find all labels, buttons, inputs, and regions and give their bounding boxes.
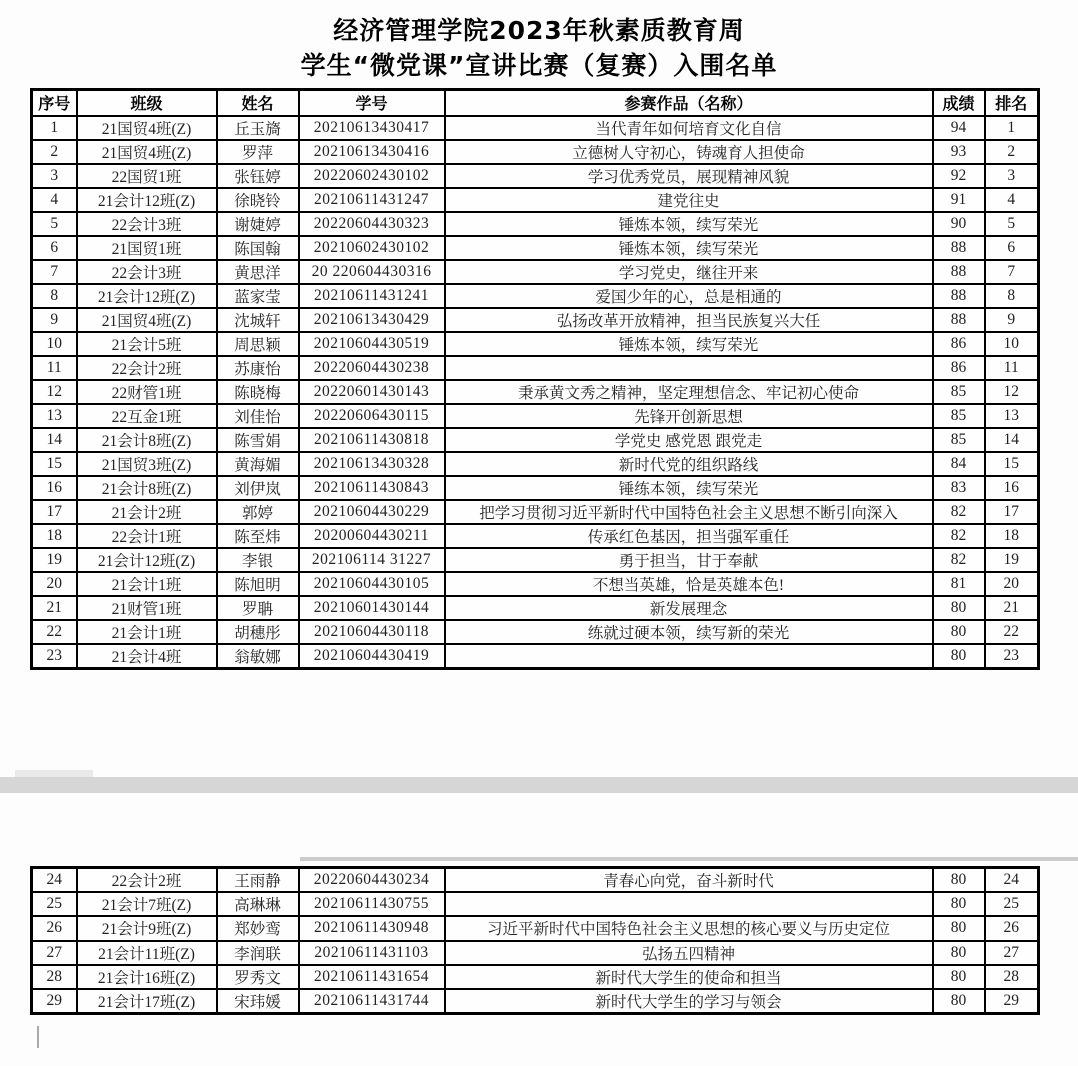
cell-score: 90 (933, 212, 985, 236)
cell-score: 82 (933, 524, 985, 548)
cell-work: 新时代党的组织路线 (445, 452, 933, 476)
cell-class-name: 21会计8班(Z) (77, 428, 217, 452)
cell-score: 83 (933, 476, 985, 500)
cell-student-name: 周思颖 (217, 332, 299, 356)
cell-no: 19 (32, 548, 77, 572)
table-row (32, 164, 1039, 188)
cell-score: 80 (933, 965, 985, 989)
cell-no: 26 (32, 916, 77, 940)
cell-student-name: 胡穗彤 (217, 620, 299, 644)
cell-student-name: 宋玮媛 (217, 989, 299, 1014)
cell-student-id: 20210611431247 (299, 188, 445, 212)
cell-score: 82 (933, 500, 985, 524)
cell-class-name: 22会计3班 (77, 212, 217, 236)
cell-student-id: 20210611430818 (299, 428, 445, 452)
cell-class-name: 21国贸3班(Z) (77, 452, 217, 476)
cell-no: 21 (32, 596, 77, 620)
cell-work: 建党往史 (445, 188, 933, 212)
cell-student-name: 沈城轩 (217, 308, 299, 332)
cell-work: 习近平新时代中国特色社会主义思想的核心要义与历史定位 (445, 916, 933, 940)
cell-rank: 5 (985, 212, 1039, 236)
table-row (32, 892, 1039, 916)
cell-student-id: 20220606430115 (299, 404, 445, 428)
cell-class-name: 21会计7班(Z) (77, 892, 217, 916)
table-row (32, 500, 1039, 524)
cell-student-id: 20220601430143 (299, 380, 445, 404)
table-row (32, 332, 1039, 356)
cell-rank: 15 (985, 452, 1039, 476)
cell-class-name: 21会计5班 (77, 332, 217, 356)
cell-rank: 8 (985, 284, 1039, 308)
table-row (32, 965, 1039, 989)
cell-work: 新发展理念 (445, 596, 933, 620)
cell-work: 学习优秀党员，展现精神风貌 (445, 164, 933, 188)
cell-no: 8 (32, 284, 77, 308)
cell-work (445, 644, 933, 669)
cell-no: 2 (32, 140, 77, 164)
cell-no: 24 (32, 868, 77, 893)
cell-student-id: 20210613430417 (299, 116, 445, 140)
cell-work: 学党史 感党恩 跟党走 (445, 428, 933, 452)
cell-student-id: 20210604430118 (299, 620, 445, 644)
cell-work: 当代青年如何培育文化自信 (445, 116, 933, 140)
cell-student-name: 李润联 (217, 941, 299, 965)
cell-rank: 16 (985, 476, 1039, 500)
cell-rank: 20 (985, 572, 1039, 596)
cell-work: 学习党史，继往开来 (445, 260, 933, 284)
cell-student-name: 罗萍 (217, 140, 299, 164)
cell-student-id: 20220604430323 (299, 212, 445, 236)
cell-student-id: 202106114 31227 (299, 548, 445, 572)
cell-no: 25 (32, 892, 77, 916)
table-row (32, 188, 1039, 212)
title-line-1: 经济管理学院2023年秋素质教育周 (333, 16, 745, 45)
table-row (32, 140, 1039, 164)
cell-student-id: 20200604430211 (299, 524, 445, 548)
cell-class-name: 21会计12班(Z) (77, 188, 217, 212)
cell-score: 88 (933, 308, 985, 332)
cell-score: 85 (933, 380, 985, 404)
cell-score: 92 (933, 164, 985, 188)
table-row (32, 476, 1039, 500)
header-name: 姓名 (217, 90, 299, 116)
cell-score: 86 (933, 332, 985, 356)
cell-work: 先锋开创新思想 (445, 404, 933, 428)
table-row (32, 356, 1039, 380)
cell-score: 88 (933, 284, 985, 308)
cell-rank: 2 (985, 140, 1039, 164)
cell-score: 80 (933, 596, 985, 620)
cell-no: 15 (32, 452, 77, 476)
table-row (32, 916, 1039, 940)
cell-rank: 27 (985, 941, 1039, 965)
cell-class-name: 21财管1班 (77, 596, 217, 620)
cell-rank: 26 (985, 916, 1039, 940)
table-row (32, 644, 1039, 669)
cell-work: 新时代大学生的使命和担当 (445, 965, 933, 989)
cell-no: 9 (32, 308, 77, 332)
cell-student-id: 20210611431654 (299, 965, 445, 989)
cell-work (445, 892, 933, 916)
header-no: 序号 (32, 90, 77, 116)
cell-work (445, 356, 933, 380)
cell-student-id: 20220604430234 (299, 868, 445, 893)
cell-class-name: 21会计1班 (77, 620, 217, 644)
cell-work: 青春心向党，奋斗新时代 (445, 868, 933, 893)
cell-student-name: 谢婕婷 (217, 212, 299, 236)
cell-work: 锤炼本领，续写荣光 (445, 212, 933, 236)
cell-student-name: 黄思洋 (217, 260, 299, 284)
cell-class-name: 21会计16班(Z) (77, 965, 217, 989)
cell-no: 17 (32, 500, 77, 524)
cell-student-name: 郭婷 (217, 500, 299, 524)
cell-no: 18 (32, 524, 77, 548)
cell-student-id: 20210602430102 (299, 236, 445, 260)
cell-student-name: 陈国翰 (217, 236, 299, 260)
cell-student-name: 徐晓铃 (217, 188, 299, 212)
table-row (32, 284, 1039, 308)
cell-no: 12 (32, 380, 77, 404)
cell-no: 10 (32, 332, 77, 356)
results-table-page-2 (30, 866, 1040, 1015)
table-row (32, 524, 1039, 548)
cell-class-name: 21会计8班(Z) (77, 476, 217, 500)
cell-class-name: 21会计12班(Z) (77, 284, 217, 308)
cell-student-name: 蓝家莹 (217, 284, 299, 308)
table-row (32, 260, 1039, 284)
table-row (32, 548, 1039, 572)
cell-work: 锤炼本领，续写荣光 (445, 332, 933, 356)
cell-student-name: 陈至炜 (217, 524, 299, 548)
header-work: 参赛作品（名称） (445, 90, 933, 116)
cell-work: 锤炼本领，续写荣光 (445, 236, 933, 260)
cell-work: 练就过硬本领，续写新的荣光 (445, 620, 933, 644)
cell-score: 80 (933, 620, 985, 644)
cell-student-name: 苏康怡 (217, 356, 299, 380)
cell-student-name: 刘佳怡 (217, 404, 299, 428)
cell-work: 秉承黄文秀之精神，坚定理想信念、牢记初心使命 (445, 380, 933, 404)
cell-work: 锤练本领，续写荣光 (445, 476, 933, 500)
cell-rank: 13 (985, 404, 1039, 428)
table-row (32, 380, 1039, 404)
cell-no: 29 (32, 989, 77, 1014)
table-row (32, 989, 1039, 1014)
cell-rank: 1 (985, 116, 1039, 140)
cell-student-name: 丘玉旖 (217, 116, 299, 140)
cell-work: 弘扬改革开放精神，担当民族复兴大任 (445, 308, 933, 332)
table-row (32, 404, 1039, 428)
header-class: 班级 (77, 90, 217, 116)
cell-rank: 7 (985, 260, 1039, 284)
header-row (32, 90, 1039, 116)
cell-no: 27 (32, 941, 77, 965)
cell-student-id: 20210611430755 (299, 892, 445, 916)
table-row (32, 236, 1039, 260)
title-line-2: 学生“微党课”宣讲比赛（复赛）入围名单 (300, 51, 778, 80)
scan-edge-artifact (37, 1026, 39, 1048)
table-row (32, 620, 1039, 644)
cell-student-name: 罗聃 (217, 596, 299, 620)
cell-score: 80 (933, 989, 985, 1014)
cell-class-name: 21会计11班(Z) (77, 941, 217, 965)
cell-class-name: 21会计17班(Z) (77, 989, 217, 1014)
cell-class-name: 22会计1班 (77, 524, 217, 548)
cell-work: 把学习贯彻习近平新时代中国特色社会主义思想不断引向深入 (445, 500, 933, 524)
cell-rank: 28 (985, 965, 1039, 989)
cell-no: 28 (32, 965, 77, 989)
cell-rank: 29 (985, 989, 1039, 1014)
cell-student-name: 高琳琳 (217, 892, 299, 916)
cell-score: 85 (933, 428, 985, 452)
cell-class-name: 21国贸4班(Z) (77, 140, 217, 164)
cell-work: 不想当英雄，恰是英雄本色! (445, 572, 933, 596)
cell-rank: 9 (985, 308, 1039, 332)
cell-no: 13 (32, 404, 77, 428)
cell-score: 80 (933, 916, 985, 940)
table-row (32, 596, 1039, 620)
cell-score: 93 (933, 140, 985, 164)
cell-no: 22 (32, 620, 77, 644)
cell-score: 80 (933, 892, 985, 916)
cell-rank: 11 (985, 356, 1039, 380)
cell-rank: 25 (985, 892, 1039, 916)
cell-class-name: 21会计9班(Z) (77, 916, 217, 940)
cell-class-name: 22会计2班 (77, 356, 217, 380)
cell-rank: 14 (985, 428, 1039, 452)
cell-class-name: 21国贸1班 (77, 236, 217, 260)
cell-student-id: 20210611431241 (299, 284, 445, 308)
cell-student-id: 20210601430144 (299, 596, 445, 620)
cell-student-id: 20210613430416 (299, 140, 445, 164)
scan-shadow-line (300, 857, 1078, 861)
cell-score: 82 (933, 548, 985, 572)
cell-no: 16 (32, 476, 77, 500)
cell-student-name: 李银 (217, 548, 299, 572)
header-rank: 排名 (985, 90, 1039, 116)
table-row (32, 212, 1039, 236)
cell-rank: 17 (985, 500, 1039, 524)
cell-rank: 3 (985, 164, 1039, 188)
cell-student-name: 陈晓梅 (217, 380, 299, 404)
cell-student-id: 20210604430419 (299, 644, 445, 669)
document-title (0, 13, 1078, 83)
cell-student-name: 黄海媚 (217, 452, 299, 476)
table-row (32, 452, 1039, 476)
table-row (32, 308, 1039, 332)
cell-student-id: 20220604430238 (299, 356, 445, 380)
cell-no: 6 (32, 236, 77, 260)
header-student-id: 学号 (299, 90, 445, 116)
cell-work: 新时代大学生的学习与领会 (445, 989, 933, 1014)
cell-rank: 19 (985, 548, 1039, 572)
cell-rank: 10 (985, 332, 1039, 356)
cell-student-id: 20210613430429 (299, 308, 445, 332)
cell-class-name: 22国贸1班 (77, 164, 217, 188)
cell-work: 立德树人守初心，铸魂育人担使命 (445, 140, 933, 164)
cell-no: 20 (32, 572, 77, 596)
results-table-page-1 (30, 88, 1040, 670)
cell-class-name: 21国贸4班(Z) (77, 308, 217, 332)
header-score: 成绩 (933, 90, 985, 116)
cell-student-id: 20210611430843 (299, 476, 445, 500)
cell-student-id: 20210604430105 (299, 572, 445, 596)
cell-class-name: 21会计12班(Z) (77, 548, 217, 572)
cell-student-name: 郑妙鸾 (217, 916, 299, 940)
cell-class-name: 21会计4班 (77, 644, 217, 669)
cell-class-name: 21会计2班 (77, 500, 217, 524)
cell-student-id: 20210613430328 (299, 452, 445, 476)
cell-score: 80 (933, 868, 985, 893)
cell-rank: 24 (985, 868, 1039, 893)
cell-no: 14 (32, 428, 77, 452)
cell-class-name: 22互金1班 (77, 404, 217, 428)
cell-score: 80 (933, 644, 985, 669)
cell-student-name: 张钰婷 (217, 164, 299, 188)
table-row (32, 428, 1039, 452)
cell-work: 传承红色基因，担当强军重任 (445, 524, 933, 548)
cell-rank: 12 (985, 380, 1039, 404)
cell-no: 5 (32, 212, 77, 236)
table-row (32, 868, 1039, 893)
cell-rank: 21 (985, 596, 1039, 620)
cell-score: 85 (933, 404, 985, 428)
cell-rank: 6 (985, 236, 1039, 260)
cell-score: 86 (933, 356, 985, 380)
cell-student-name: 陈旭明 (217, 572, 299, 596)
cell-student-id: 20210604430229 (299, 500, 445, 524)
cell-class-name: 22财管1班 (77, 380, 217, 404)
cell-student-id: 20 220604430316 (299, 260, 445, 284)
cell-rank: 18 (985, 524, 1039, 548)
cell-class-name: 21会计1班 (77, 572, 217, 596)
cell-class-name: 21国贸4班(Z) (77, 116, 217, 140)
cell-student-id: 20210611431103 (299, 941, 445, 965)
cell-score: 88 (933, 236, 985, 260)
cell-class-name: 22会计2班 (77, 868, 217, 893)
cell-student-name: 罗秀文 (217, 965, 299, 989)
cell-student-name: 翁敏娜 (217, 644, 299, 669)
cell-student-id: 20210611430948 (299, 916, 445, 940)
cell-score: 91 (933, 188, 985, 212)
cell-student-id: 20210611431744 (299, 989, 445, 1014)
cell-no: 4 (32, 188, 77, 212)
cell-no: 3 (32, 164, 77, 188)
cell-work: 勇于担当，甘于奉献 (445, 548, 933, 572)
cell-student-name: 刘伊岚 (217, 476, 299, 500)
cell-score: 84 (933, 452, 985, 476)
cell-rank: 4 (985, 188, 1039, 212)
cell-rank: 23 (985, 644, 1039, 669)
cell-rank: 22 (985, 620, 1039, 644)
cell-work: 弘扬五四精神 (445, 941, 933, 965)
cell-score: 80 (933, 941, 985, 965)
cell-no: 11 (32, 356, 77, 380)
cell-score: 94 (933, 116, 985, 140)
cell-student-id: 20210604430519 (299, 332, 445, 356)
table-row (32, 116, 1039, 140)
cell-no: 23 (32, 644, 77, 669)
cell-work: 爱国少年的心，总是相通的 (445, 284, 933, 308)
cell-no: 1 (32, 116, 77, 140)
cell-student-name: 陈雪娟 (217, 428, 299, 452)
cell-score: 81 (933, 572, 985, 596)
cell-class-name: 22会计3班 (77, 260, 217, 284)
table-row (32, 941, 1039, 965)
cell-no: 7 (32, 260, 77, 284)
cell-student-id: 20220602430102 (299, 164, 445, 188)
page-break-band (0, 777, 1078, 793)
table-row (32, 572, 1039, 596)
cell-score: 88 (933, 260, 985, 284)
cell-student-name: 王雨静 (217, 868, 299, 893)
